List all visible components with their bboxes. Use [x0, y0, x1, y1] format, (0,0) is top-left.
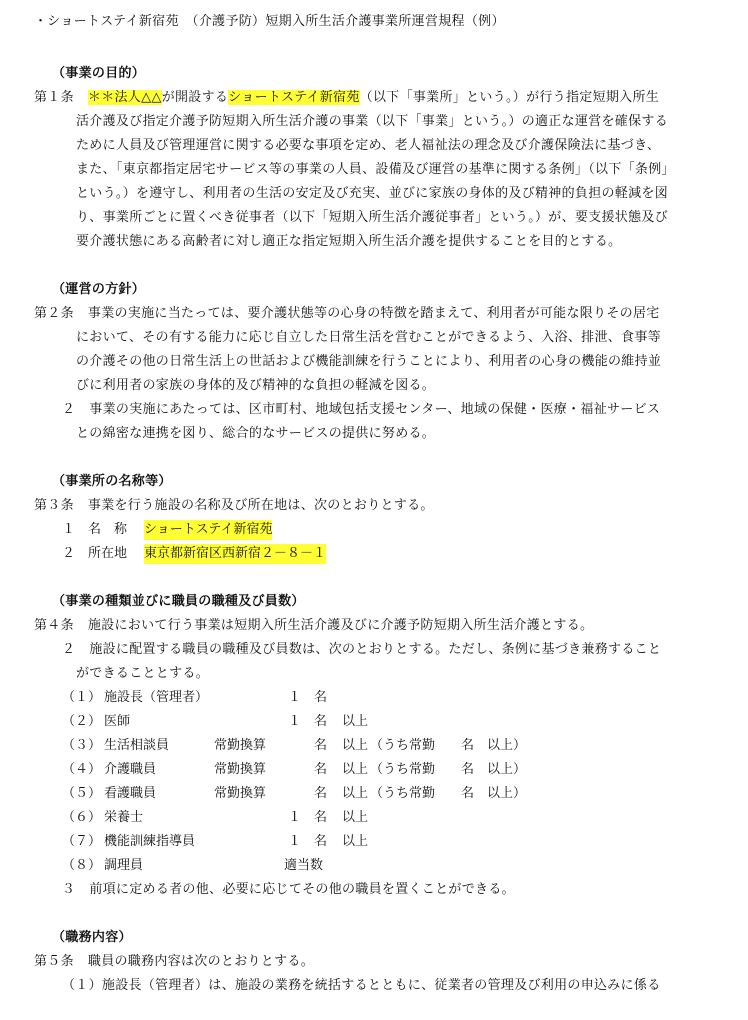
section-3-text: 事業を行う施設の名称及び所在地は、次のとおりとする。: [87, 498, 434, 513]
staff-detail: （うち常勤 名 以上）: [370, 786, 527, 801]
staff-type: 常勤換算: [214, 762, 267, 777]
facility-name-label: 名 称: [88, 522, 128, 537]
section-4-line-1: [34, 616, 593, 636]
section-4-para-2-line-1: [62, 640, 661, 660]
staff-unit: 名: [314, 690, 328, 705]
item-number: （１）: [62, 978, 102, 993]
section-3-line-1: [34, 496, 434, 516]
facility-name-highlight: ショートステイ新宿苑: [228, 90, 360, 105]
section-2-line-1: [34, 304, 660, 324]
article-label: 第５条: [34, 954, 74, 969]
staff-qualifier: 以上: [342, 714, 369, 729]
staff-no: （４）: [62, 762, 102, 777]
section-5-item-1: [62, 976, 661, 996]
facility-name-number: １: [62, 522, 76, 537]
facility-name-value: ショートステイ新宿苑: [144, 520, 272, 540]
staff-type: 常勤換算: [214, 738, 267, 753]
section-3-heading: （事業所の名称等）: [52, 474, 172, 489]
staff-role: 看護職員: [104, 786, 157, 801]
facility-address-number: ２: [62, 546, 76, 561]
staff-qualifier: 以上: [342, 810, 369, 825]
section-1-line-2: 活介護及び指定介護予防短期入所生活介護の事業（以下「事業」という。）の適正な運営を確保する: [76, 114, 669, 129]
article-label: 第２条: [34, 306, 74, 321]
staff-no: （８）: [62, 858, 102, 873]
section-2-text: 事業の実施にあたっては、区市町村、地域包括支援センター、地域の保健・医療・福祉サービス: [89, 402, 661, 417]
section-2-line-4: びに利用者の家族の身体的及び精神的な負担の軽減を図る。: [76, 378, 436, 393]
staff-unit: 名: [314, 810, 328, 825]
staff-unit: 名: [314, 714, 328, 729]
staff-role: 機能訓練指導員: [104, 834, 196, 849]
section-2-line-3: の介護その他の日常生活上の世話および機能訓練を行うことにより、利用者の心身の機能の維持並: [76, 354, 662, 369]
section-2-para-2-line-1: [62, 400, 660, 420]
staff-qualifier: 以上: [342, 786, 369, 801]
facility-address-label: 所在地: [88, 546, 128, 561]
section-4-text: 前項に定める者の他、必要に応じてその他の職員を置くことができる。: [89, 882, 515, 897]
staff-no: （５）: [62, 786, 102, 801]
staff-role: 生活相談員: [104, 738, 170, 753]
staff-role: 栄養士: [104, 810, 144, 825]
section-2-heading: （運営の方針）: [52, 282, 146, 297]
article-label: 第３条: [34, 498, 74, 513]
staff-unit: 名: [314, 834, 328, 849]
staff-role: 介護職員: [104, 762, 157, 777]
article-label: 第１条: [34, 90, 74, 105]
staff-qualifier: 以上: [342, 738, 369, 753]
staff-role: 医師: [104, 714, 131, 729]
section-5-text: 職員の職務内容は次のとおりとする。: [87, 954, 315, 969]
section-1-line-7: 要介護状態にある高齢者に対し適正な指定短期入所生活介護を提供することを目的とする。: [76, 234, 622, 249]
section-1-line-4: また、「東京都指定居宅サービス等の事業の人員、設備及び運営の基準に関する条例」（以下「条例」: [76, 162, 675, 177]
section-4-para-2-line-2: ができることとする。: [76, 666, 210, 681]
section-1-text: （以下「事業所」という。）が行う指定短期入所生: [359, 90, 660, 105]
paragraph-number: ３: [62, 882, 76, 897]
staff-no: （２）: [62, 714, 102, 729]
paragraph-number: ２: [62, 642, 76, 657]
section-2-line-2: において、その有する能力に応じ自立した日常生活を営むことができるよう、入浴、排泄、食事等: [76, 330, 661, 345]
staff-no: （７）: [62, 834, 102, 849]
section-4-text: 施設に配置する職員の職種及び員数は、次のとおりとする。ただし、条例に基づき兼務すること: [89, 642, 662, 657]
staff-count: １: [288, 834, 302, 849]
section-1-line-6: り、事業所ごとに置くべき従事者（以下「短期入所生活介護従事者」という。）が、要支援状態及び: [76, 210, 669, 225]
section-4-text: 施設において行う事業は短期入所生活介護及びに介護予防短期入所生活介護とする。: [87, 618, 594, 633]
staff-count: １: [288, 714, 302, 729]
staff-count: １: [288, 690, 302, 705]
section-5-text: 施設長（管理者）は、施設の業務を統括するとともに、従業者の管理及び利用の申込みに係る: [101, 978, 661, 993]
staff-no: （１）: [62, 690, 102, 705]
staff-unit: 名: [314, 786, 328, 801]
section-1-line-5: という。）を遵守し、利用者の生活の安定及び充実、並びに家族の身体的及び精神的負担の軽減を図: [76, 186, 668, 201]
staff-role: 調理員: [104, 858, 144, 873]
staff-qualifier: 以上: [342, 834, 369, 849]
facility-address-value: 東京都新宿区西新宿２－８－１: [144, 544, 326, 564]
staff-detail: （うち常勤 名 以上）: [370, 762, 527, 777]
section-1-line-3: ために人員及び管理運営に関する必要な事項を定め、老人福祉法の理念及び介護保険法に基づき、: [76, 138, 661, 153]
staff-type: 常勤換算: [214, 786, 267, 801]
paragraph-number: ２: [62, 402, 76, 417]
staff-unit: 名: [314, 762, 328, 777]
staff-count: １: [288, 810, 302, 825]
section-1-line-1: [34, 88, 659, 108]
section-2-para-2-line-2: との綿密な連携を図り、総合的なサービスの提供に努める。: [76, 426, 436, 441]
section-1-text: が開設する: [161, 90, 229, 105]
staff-no: （６）: [62, 810, 102, 825]
section-5-line-1: [34, 952, 314, 972]
corporation-name-highlight: ＊＊法人△△: [87, 90, 162, 105]
section-5-heading: （職務内容）: [52, 930, 132, 945]
article-label: 第４条: [34, 618, 74, 633]
document-title: ・ショートステイ新宿苑 （介護予防）短期入所生活介護事業所運営規程（例）: [34, 14, 505, 29]
staff-role: 施設長（管理者）: [104, 690, 209, 705]
staff-no: （３）: [62, 738, 102, 753]
staff-detail: （うち常勤 名 以上）: [370, 738, 527, 753]
section-4-heading: （事業の種類並びに職員の職種及び員数）: [52, 594, 305, 609]
section-2-text: 事業の実施に当たっては、要介護状態等の心身の特徴を踏まえて、利用者が可能な限りその居宅: [87, 306, 660, 321]
staff-unit: 名: [314, 738, 328, 753]
section-1-heading: （事業の目的）: [52, 66, 146, 81]
staff-count: 適当数: [284, 858, 324, 873]
staff-qualifier: 以上: [342, 762, 369, 777]
section-4-para-3: [62, 880, 515, 900]
